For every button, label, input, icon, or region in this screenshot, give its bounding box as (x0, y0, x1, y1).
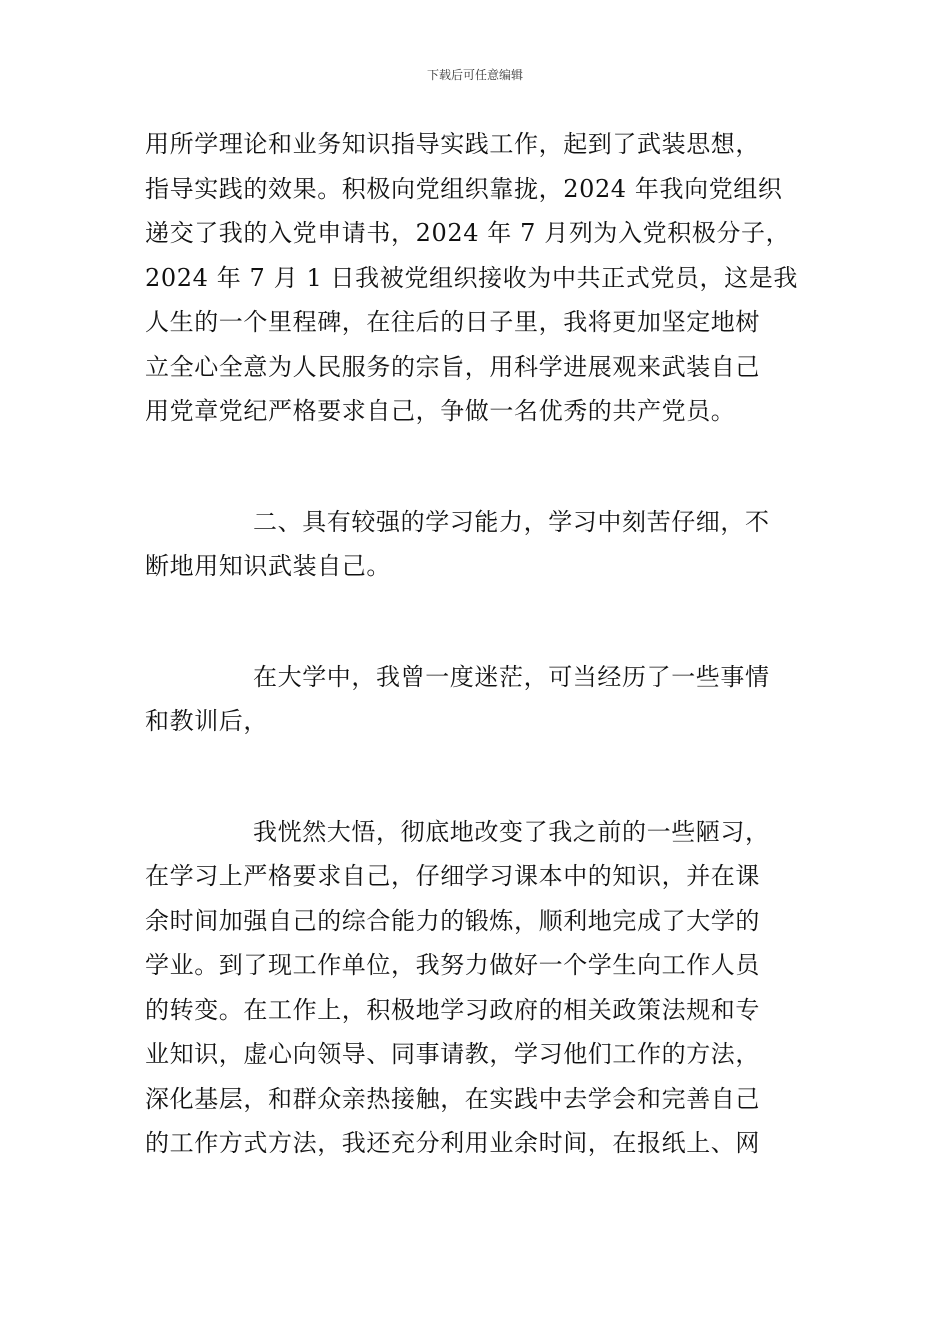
paragraph-3 (145, 655, 825, 744)
paragraph-spacer (145, 589, 825, 655)
text-line: 在学习上严格要求自己，仔细学习课本中的知识，并在课 (145, 862, 760, 890)
page-header: 下载后可任意编辑 (426, 68, 523, 82)
text-line: 二、具有较强的学习能力，学习中刻苦仔细，不 (253, 507, 770, 536)
text-line: 的转变。在工作上，积极地学习政府的相关政策法规和专 (145, 995, 760, 1024)
paragraph-1 (145, 122, 825, 434)
text-line: 指导实践的效果。积极向党组织靠拢，2024 年我向党组织 (145, 174, 783, 203)
section-heading-paragraph (145, 500, 825, 589)
text-line: 和教训后， (145, 707, 268, 735)
text-line: 2024 年 7 月 1 日我被党组织接收为中共正式党员，这是我 (145, 263, 798, 292)
text-line: 在大学中，我曾一度迷茫，可当经历了一些事情 (253, 662, 770, 691)
text-line: 业知识，虚心向领导、同事请教，学习他们工作的方法， (145, 1040, 760, 1068)
text-line: 的工作方式方法，我还充分利用业余时间，在报纸上、网 (145, 1129, 760, 1157)
paragraph-4 (145, 810, 825, 1166)
paragraph-spacer (145, 434, 825, 500)
text-line: 断地用知识武装自己。 (145, 552, 391, 580)
text-line: 递交了我的入党申请书，2024 年 7 月列为入党积极分子， (145, 219, 791, 247)
text-line: 用所学理论和业务知识指导实践工作，起到了武装思想， (145, 130, 760, 158)
text-line: 学业。到了现工作单位，我努力做好一个学生向工作人员 (145, 951, 760, 979)
text-line: 立全心全意为人民服务的宗旨，用科学进展观来武装自己 (145, 352, 760, 381)
text-line: 我恍然大悟，彻底地改变了我之前的一些陋习， (253, 817, 770, 846)
document-body (145, 122, 825, 1166)
text-line: 余时间加强自己的综合能力的锻炼，顺利地完成了大学的 (145, 906, 760, 935)
text-line: 用党章党纪严格要求自己，争做一名优秀的共产党员。 (145, 397, 736, 425)
text-line: 深化基层，和群众亲热接触，在实践中去学会和完善自己 (145, 1084, 760, 1113)
text-line: 人生的一个里程碑，在往后的日子里，我将更加坚定地树 (145, 308, 760, 336)
paragraph-spacer (145, 744, 825, 810)
